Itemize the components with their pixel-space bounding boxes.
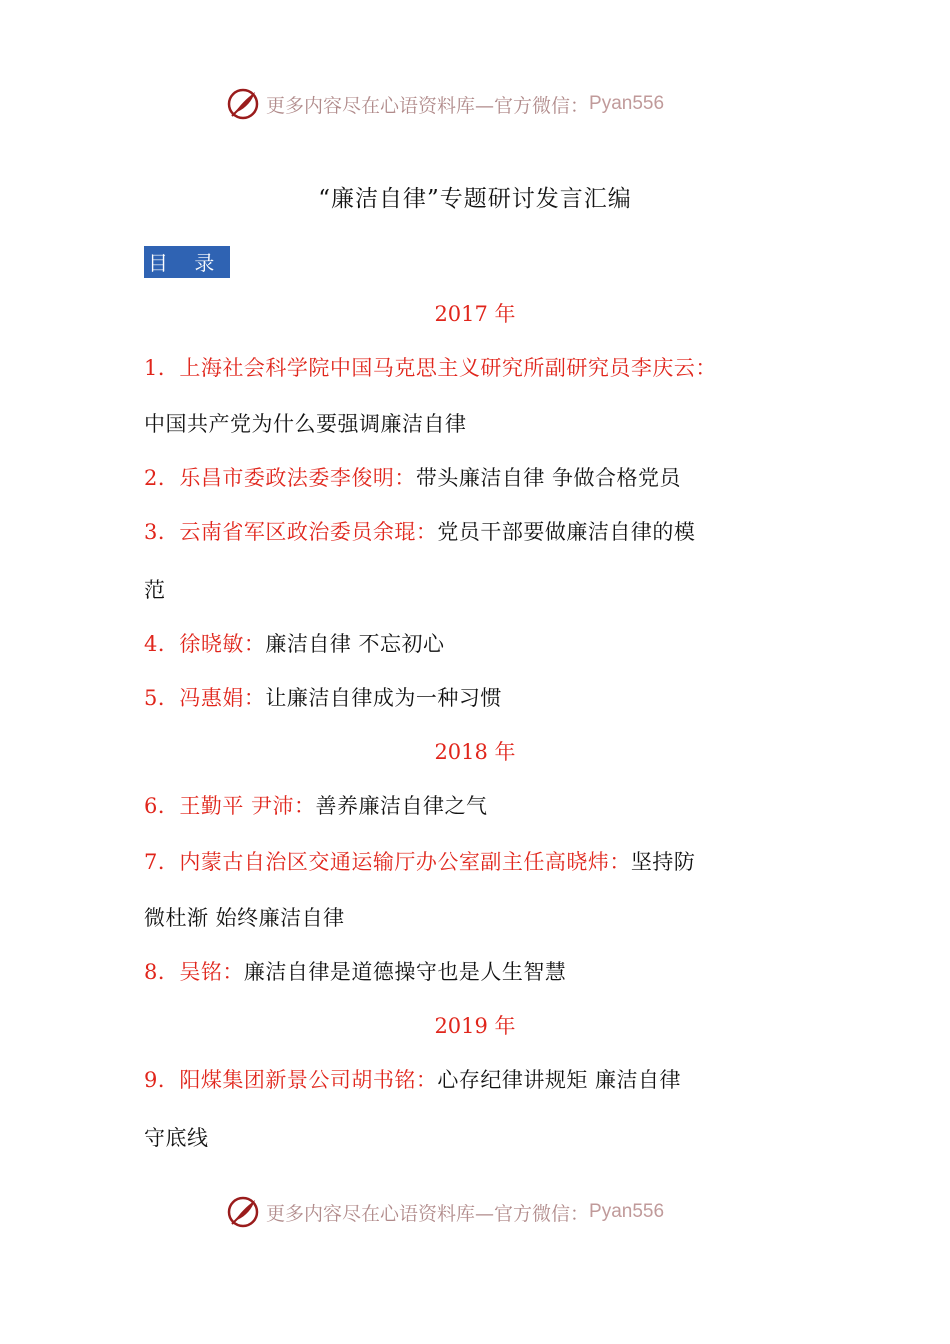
toc-entry-3-title-cont[interactable]: 范 xyxy=(144,578,166,602)
toc-heading: 目 录 xyxy=(144,246,230,278)
toc-entry-2-speaker: 2．乐昌市委政法委李俊明： xyxy=(144,466,416,490)
year-heading-2017: 2017 年 xyxy=(434,302,516,326)
toc-entry-6[interactable] xyxy=(144,790,488,820)
toc-entry-4[interactable] xyxy=(144,628,445,658)
toc-entry-8[interactable] xyxy=(144,956,566,986)
feather-pen-logo-icon xyxy=(226,87,260,121)
toc-entry-6-title: 善养廉洁自律之气 xyxy=(315,794,488,818)
toc-entry-5[interactable] xyxy=(144,682,502,712)
feather-pen-logo-icon xyxy=(226,1195,260,1229)
year-heading-2019: 2019 年 xyxy=(434,1014,516,1038)
wechat-id: Pyan556 xyxy=(589,93,665,114)
toc-entry-2-title: 带头廉洁自律 争做合格党员 xyxy=(415,466,682,490)
toc-entry-3-title: 党员干部要做廉洁自律的模 xyxy=(437,520,696,544)
toc-entry-5-title: 让廉洁自律成为一种习惯 xyxy=(265,686,502,710)
banner-text: 更多内容尽在心语资料库—官方微信： xyxy=(266,94,590,117)
toc-entry-7-speaker: 7．内蒙古自治区交通运输厅办公室副主任高晓炜： xyxy=(144,850,631,874)
toc-entry-8-speaker: 8．吴铭： xyxy=(144,960,244,984)
toc-entry-7-title: 坚持防 xyxy=(630,850,696,874)
toc-entry-4-title: 廉洁自律 不忘初心 xyxy=(265,632,445,656)
toc-entry-2[interactable] xyxy=(144,462,681,492)
toc-entry-3[interactable] xyxy=(144,516,695,546)
toc-entry-3-speaker: 3．云南省军区政治委员余琨： xyxy=(144,520,438,544)
toc-entry-9-speaker: 9．阳煤集团新景公司胡书铭： xyxy=(144,1068,438,1092)
toc-entry-9-title-cont[interactable]: 守底线 xyxy=(144,1126,209,1150)
toc-entry-8-title: 廉洁自律是道德操守也是人生智慧 xyxy=(243,960,567,984)
toc-entry-4-speaker: 4．徐晓敏： xyxy=(144,632,266,656)
footer-banner xyxy=(226,1192,664,1232)
toc-entry-1-speaker[interactable]: 1．上海社会科学院中国马克思主义研究所副研究员李庆云： xyxy=(144,356,717,380)
toc-entry-7[interactable] xyxy=(144,846,695,876)
banner-text: 更多内容尽在心语资料库—官方微信： xyxy=(266,1202,590,1225)
document-title: “廉洁自律”专题研讨发言汇编 xyxy=(318,186,632,212)
toc-entry-5-speaker: 5．冯惠娟： xyxy=(144,686,266,710)
toc-entry-1-title[interactable]: 中国共产党为什么要强调廉洁自律 xyxy=(144,412,467,436)
toc-entry-6-speaker: 6．王勤平 尹沛： xyxy=(144,794,316,818)
wechat-id: Pyan556 xyxy=(589,1201,665,1222)
toc-entry-9[interactable] xyxy=(144,1064,681,1094)
toc-entry-7-title-cont[interactable]: 微杜渐 始终廉洁自律 xyxy=(144,906,345,930)
year-heading-2018: 2018 年 xyxy=(434,740,516,764)
header-banner xyxy=(226,84,664,124)
toc-entry-9-title: 心存纪律讲规矩 廉洁自律 xyxy=(437,1068,682,1092)
